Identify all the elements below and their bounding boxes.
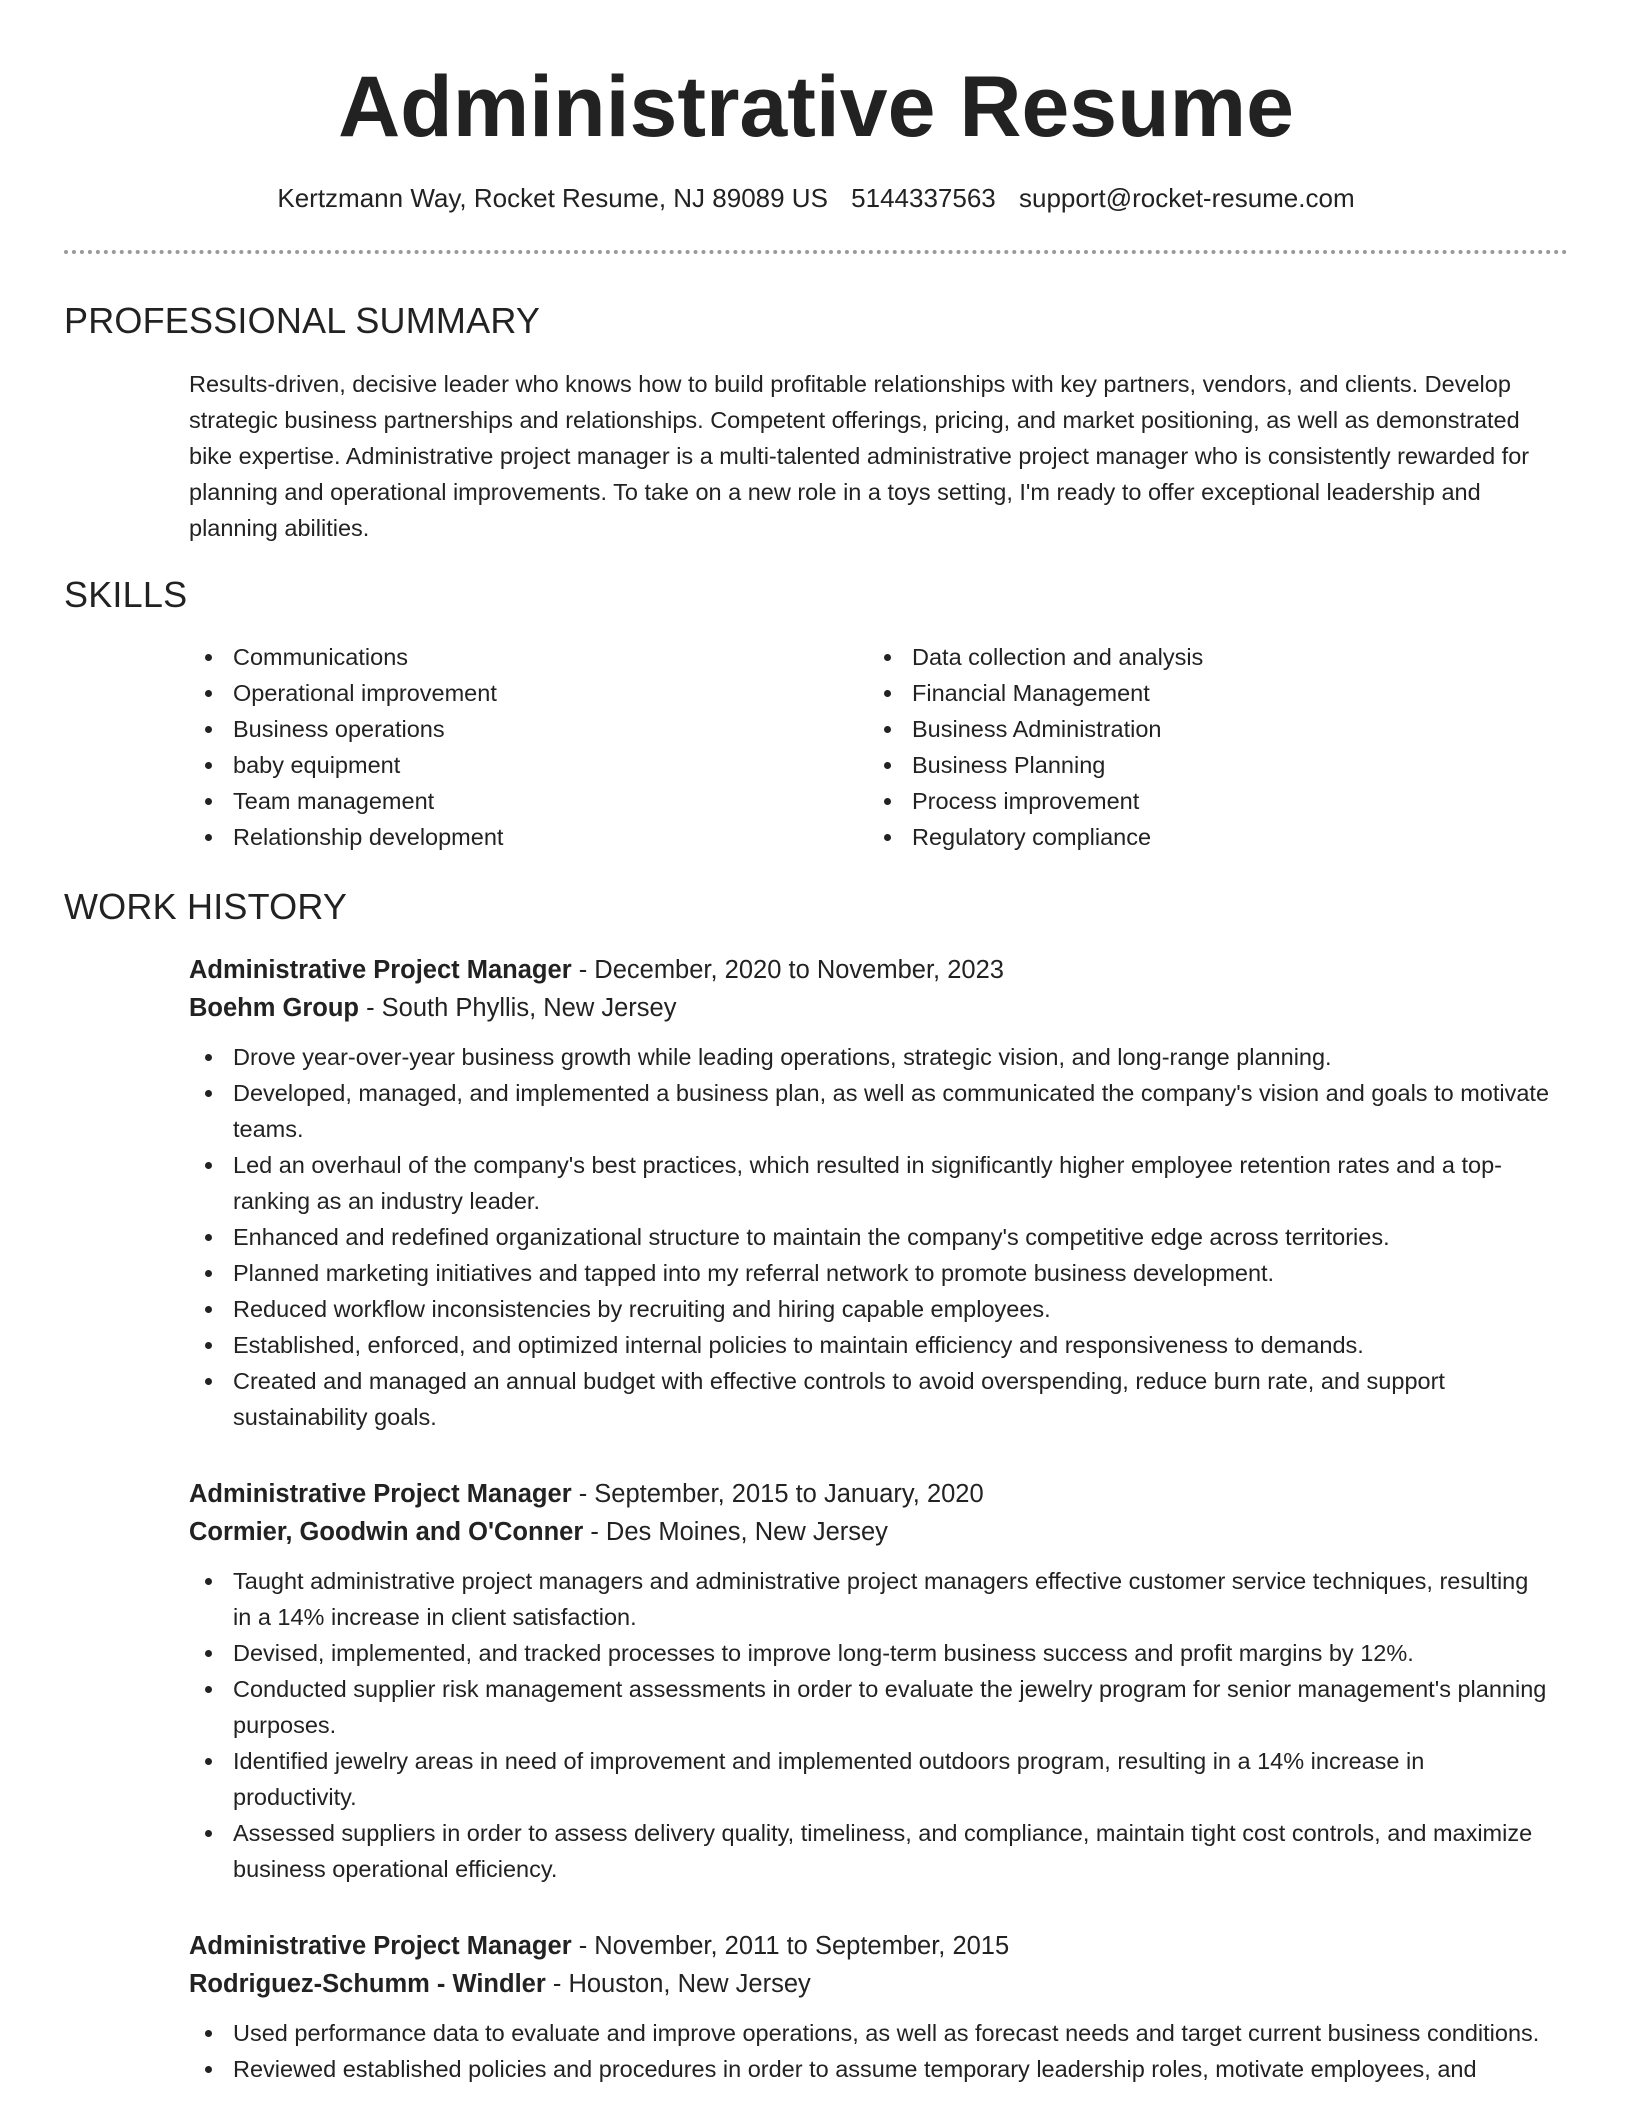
job-company: Cormier, Goodwin and O'Conner xyxy=(189,1518,584,1546)
contact-phone: 5144337563 xyxy=(851,183,996,213)
job-bullet: Taught administrative project managers and administrative project managers effective customer service techniques, resulting in a 14% increase in client satisfaction. xyxy=(189,1563,1549,1635)
skill-item: Operational improvement xyxy=(189,675,829,711)
job-title-line xyxy=(189,1475,1549,1513)
skill-item: Communications xyxy=(189,639,829,675)
job-title-line xyxy=(189,1927,1549,1965)
job-bullet: Established, enforced, and optimized internal policies to maintain efficiency and responsiveness to demands. xyxy=(189,1327,1549,1363)
summary-text: Results-driven, decisive leader who knows how to build profitable relationships with key partners, vendors, and clients. Develop strategic business partnerships and relationships. Competent offerings, pricing, and market positioning, as well as demonstrated bike expertise. Administrative project manager is a multi-talented administrative project manager who is consistently rewarded for planning and operational improvements. To take on a new role in a toys setting, I'm ready to offer exceptional leadership and planning abilities. xyxy=(189,371,1530,541)
job-location: - Des Moines, New Jersey xyxy=(583,1518,888,1546)
skill-item: baby equipment xyxy=(189,747,829,783)
summary-heading: PROFESSIONAL SUMMARY xyxy=(64,300,541,341)
job-role: Administrative Project Manager xyxy=(189,1480,572,1508)
job-bullet: Developed, managed, and implemented a business plan, as well as communicated the company's vision and goals to motivate teams. xyxy=(189,1075,1549,1147)
job-bullets xyxy=(189,1039,1549,1435)
job-bullet: Devised, implemented, and tracked processes to improve long-term business success and profit margins by 12%. xyxy=(189,1635,1549,1671)
skills-list-right xyxy=(868,639,1508,855)
header-divider xyxy=(64,250,1568,254)
job-bullet: Planned marketing initiatives and tapped into my referral network to promote business development. xyxy=(189,1255,1549,1291)
job-bullet: Assessed suppliers in order to assess delivery quality, timeliness, and compliance, maintain tight cost controls, and maximize business operational efficiency. xyxy=(189,1815,1549,1887)
resume-title: Administrative Resume xyxy=(338,59,1294,155)
skills-heading: SKILLS xyxy=(64,574,188,615)
job-location: - Houston, New Jersey xyxy=(545,1970,811,1998)
skill-item: Team management xyxy=(189,783,829,819)
job-bullet: Conducted supplier risk management assessments in order to evaluate the jewelry program for senior management's planning purposes. xyxy=(189,1671,1549,1743)
skill-item: Financial Management xyxy=(868,675,1508,711)
skill-item: Process improvement xyxy=(868,783,1508,819)
job-bullet: Enhanced and redefined organizational structure to maintain the company's competitive edge across territories. xyxy=(189,1219,1549,1255)
job-entry xyxy=(189,1927,1549,2087)
job-role: Administrative Project Manager xyxy=(189,956,572,984)
job-dates: - December, 2020 to November, 2023 xyxy=(571,956,1004,984)
job-bullet: Created and managed an annual budget with effective controls to avoid overspending, reduce burn rate, and support sustainability goals. xyxy=(189,1363,1549,1435)
skill-item: Business Administration xyxy=(868,711,1508,747)
skill-item: Data collection and analysis xyxy=(868,639,1508,675)
skills-list-left xyxy=(189,639,829,855)
skill-item: Business operations xyxy=(189,711,829,747)
job-bullet: Reviewed established policies and procedures in order to assume temporary leadership roles, motivate employees, and xyxy=(189,2051,1549,2087)
skill-item: Business Planning xyxy=(868,747,1508,783)
job-bullets xyxy=(189,1563,1549,1887)
skill-item: Regulatory compliance xyxy=(868,819,1508,855)
job-bullets xyxy=(189,2015,1549,2087)
job-company: Boehm Group xyxy=(189,994,359,1022)
contact-info xyxy=(0,180,1632,216)
job-role: Administrative Project Manager xyxy=(189,1932,572,1960)
job-dates: - November, 2011 to September, 2015 xyxy=(571,1932,1010,1960)
job-company-line xyxy=(189,989,1549,1027)
job-bullet: Led an overhaul of the company's best practices, which resulted in significantly higher employee retention rates and a top-ranking as an industry leader. xyxy=(189,1147,1549,1219)
job-company-line xyxy=(189,1513,1549,1551)
contact-address: Kertzmann Way, Rocket Resume, NJ 89089 US xyxy=(277,183,828,213)
job-entry xyxy=(189,951,1549,1435)
skill-item: Relationship development xyxy=(189,819,829,855)
job-location: - South Phyllis, New Jersey xyxy=(359,994,677,1022)
job-dates: - September, 2015 to January, 2020 xyxy=(571,1480,984,1508)
job-entry xyxy=(189,1475,1549,1887)
work-history-heading: WORK HISTORY xyxy=(64,886,348,927)
job-bullet: Identified jewelry areas in need of improvement and implemented outdoors program, resulting in a 14% increase in productivity. xyxy=(189,1743,1549,1815)
job-bullet: Drove year-over-year business growth while leading operations, strategic vision, and long-range planning. xyxy=(189,1039,1549,1075)
job-bullet: Reduced workflow inconsistencies by recruiting and hiring capable employees. xyxy=(189,1291,1549,1327)
job-company: Rodriguez-Schumm - Windler xyxy=(189,1970,546,1998)
job-bullet: Used performance data to evaluate and improve operations, as well as forecast needs and target current business conditions. xyxy=(189,2015,1549,2051)
contact-email: support@rocket-resume.com xyxy=(1019,183,1355,213)
job-title-line xyxy=(189,951,1549,989)
job-company-line xyxy=(189,1965,1549,2003)
